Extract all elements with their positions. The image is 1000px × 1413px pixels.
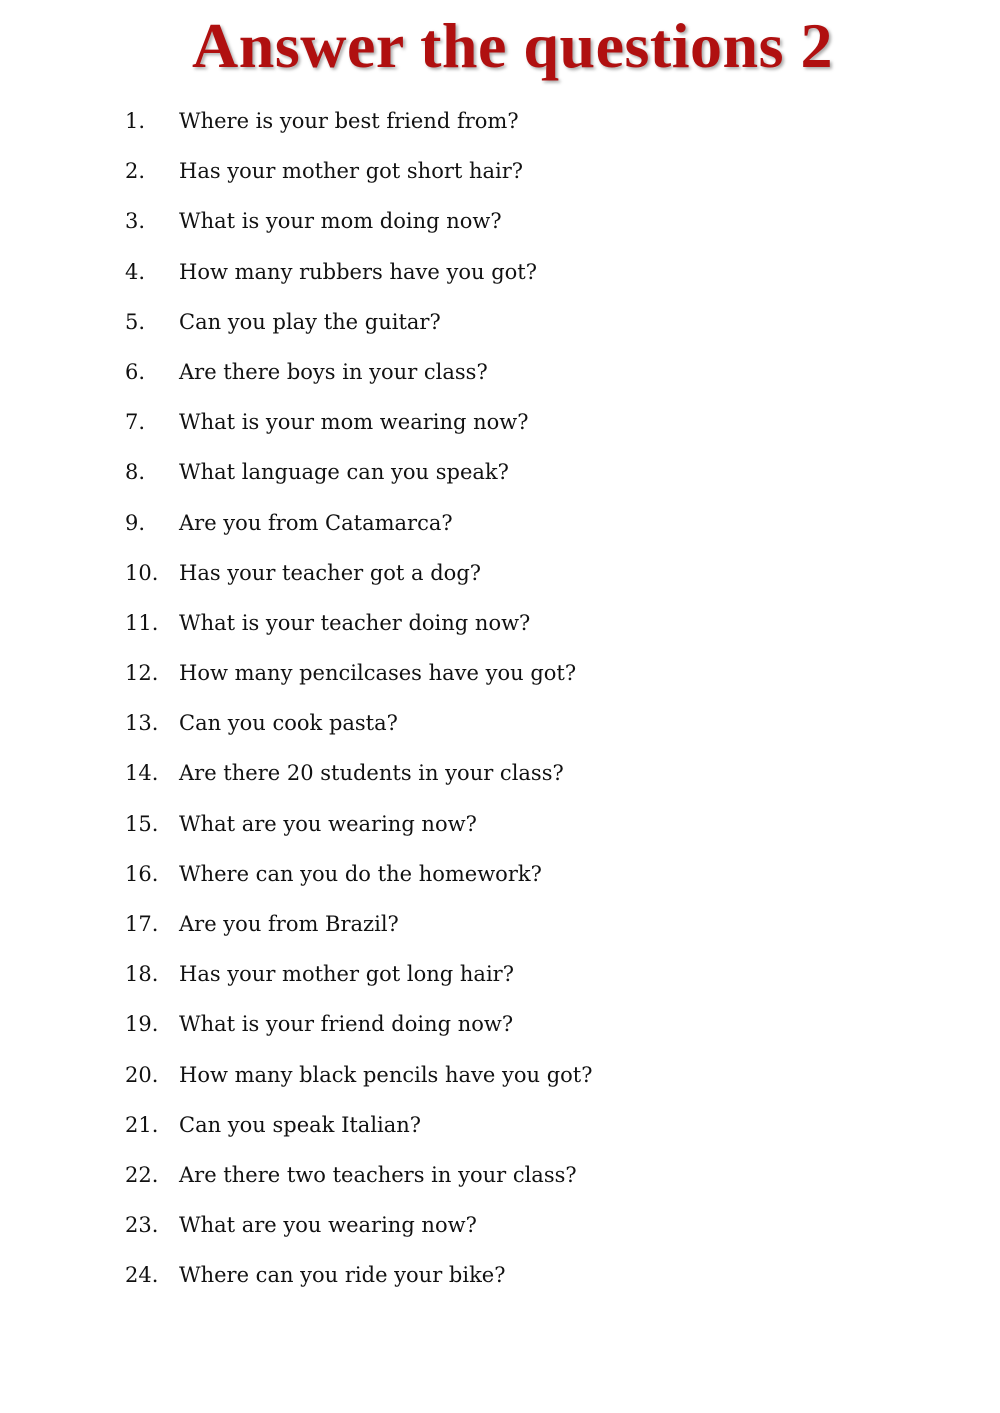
question-text: Has your teacher got a dog? [179, 560, 482, 585]
question-text: How many black pencils have you got? [179, 1062, 593, 1087]
question-number: 22. [125, 1162, 159, 1187]
question-number: 21. [125, 1112, 159, 1137]
page-title: Answer the questions 2 [192, 10, 833, 81]
question-item [0, 598, 1000, 648]
question-number: 7. [125, 410, 146, 435]
question-item [0, 849, 1000, 899]
question-number: 16. [125, 861, 159, 886]
question-item [0, 1050, 1000, 1100]
question-text: Where is your best friend from? [179, 109, 519, 133]
question-text: What are you wearing now? [179, 811, 477, 836]
question-number: 6. [125, 359, 146, 384]
question-item [0, 799, 1000, 849]
question-text: Can you play the guitar? [179, 309, 441, 334]
question-number: 4. [125, 259, 146, 284]
question-text: Can you speak Italian? [179, 1112, 422, 1137]
question-item [0, 698, 1000, 748]
question-item [0, 899, 1000, 949]
question-text: Are there 20 students in your class? [179, 761, 564, 786]
question-item [0, 548, 1000, 598]
question-item [0, 1250, 1000, 1300]
question-number: 8. [125, 460, 146, 485]
question-number: 15. [125, 811, 159, 836]
question-text: Can you cook pasta? [179, 711, 398, 736]
question-number: 18. [125, 962, 159, 987]
question-number: 19. [125, 1012, 159, 1037]
question-number: 14. [125, 761, 159, 786]
question-item [0, 196, 1000, 246]
question-number: 24. [125, 1263, 159, 1288]
question-item [0, 1200, 1000, 1250]
question-item [0, 1100, 1000, 1150]
question-text: What is your mom wearing now? [179, 410, 529, 435]
question-number: 9. [125, 510, 146, 535]
question-text: What are you wearing now? [179, 1213, 477, 1238]
question-number: 20. [125, 1062, 159, 1087]
question-number: 1. [125, 109, 146, 133]
question-text: How many rubbers have you got? [179, 259, 537, 284]
question-item [0, 397, 1000, 447]
question-number: 2. [125, 159, 146, 184]
question-text: Where can you ride your bike? [179, 1263, 506, 1288]
question-item [0, 297, 1000, 347]
question-text: Where can you do the homework? [179, 861, 542, 886]
question-item [0, 96, 1000, 146]
question-item [0, 247, 1000, 297]
question-text: How many pencilcases have you got? [179, 661, 577, 686]
question-item [0, 648, 1000, 698]
question-text: Are you from Catamarca? [179, 510, 453, 535]
question-item [0, 146, 1000, 196]
question-text: What is your mom doing now? [179, 209, 502, 234]
question-number: 13. [125, 711, 159, 736]
question-number: 5. [125, 309, 146, 334]
question-list [0, 96, 1000, 1301]
question-item [0, 748, 1000, 798]
question-item [0, 347, 1000, 397]
question-number: 17. [125, 912, 159, 936]
question-number: 23. [125, 1213, 159, 1238]
question-item [0, 999, 1000, 1049]
question-number: 3. [125, 209, 146, 234]
question-item [0, 447, 1000, 497]
question-text: Are there two teachers in your class? [179, 1162, 577, 1187]
question-number: 11. [125, 610, 159, 635]
question-number: 12. [125, 661, 159, 686]
question-text: What is your teacher doing now? [179, 610, 531, 635]
question-text: What is your friend doing now? [179, 1012, 514, 1037]
question-item [0, 498, 1000, 548]
question-text: Has your mother got short hair? [179, 159, 524, 184]
question-text: Are there boys in your class? [179, 359, 488, 384]
question-item [0, 1150, 1000, 1200]
question-text: What language can you speak? [179, 460, 509, 485]
question-number: 10. [125, 560, 159, 585]
question-text: Are you from Brazil? [179, 912, 399, 936]
question-item [0, 949, 1000, 999]
question-text: Has your mother got long hair? [179, 962, 514, 987]
